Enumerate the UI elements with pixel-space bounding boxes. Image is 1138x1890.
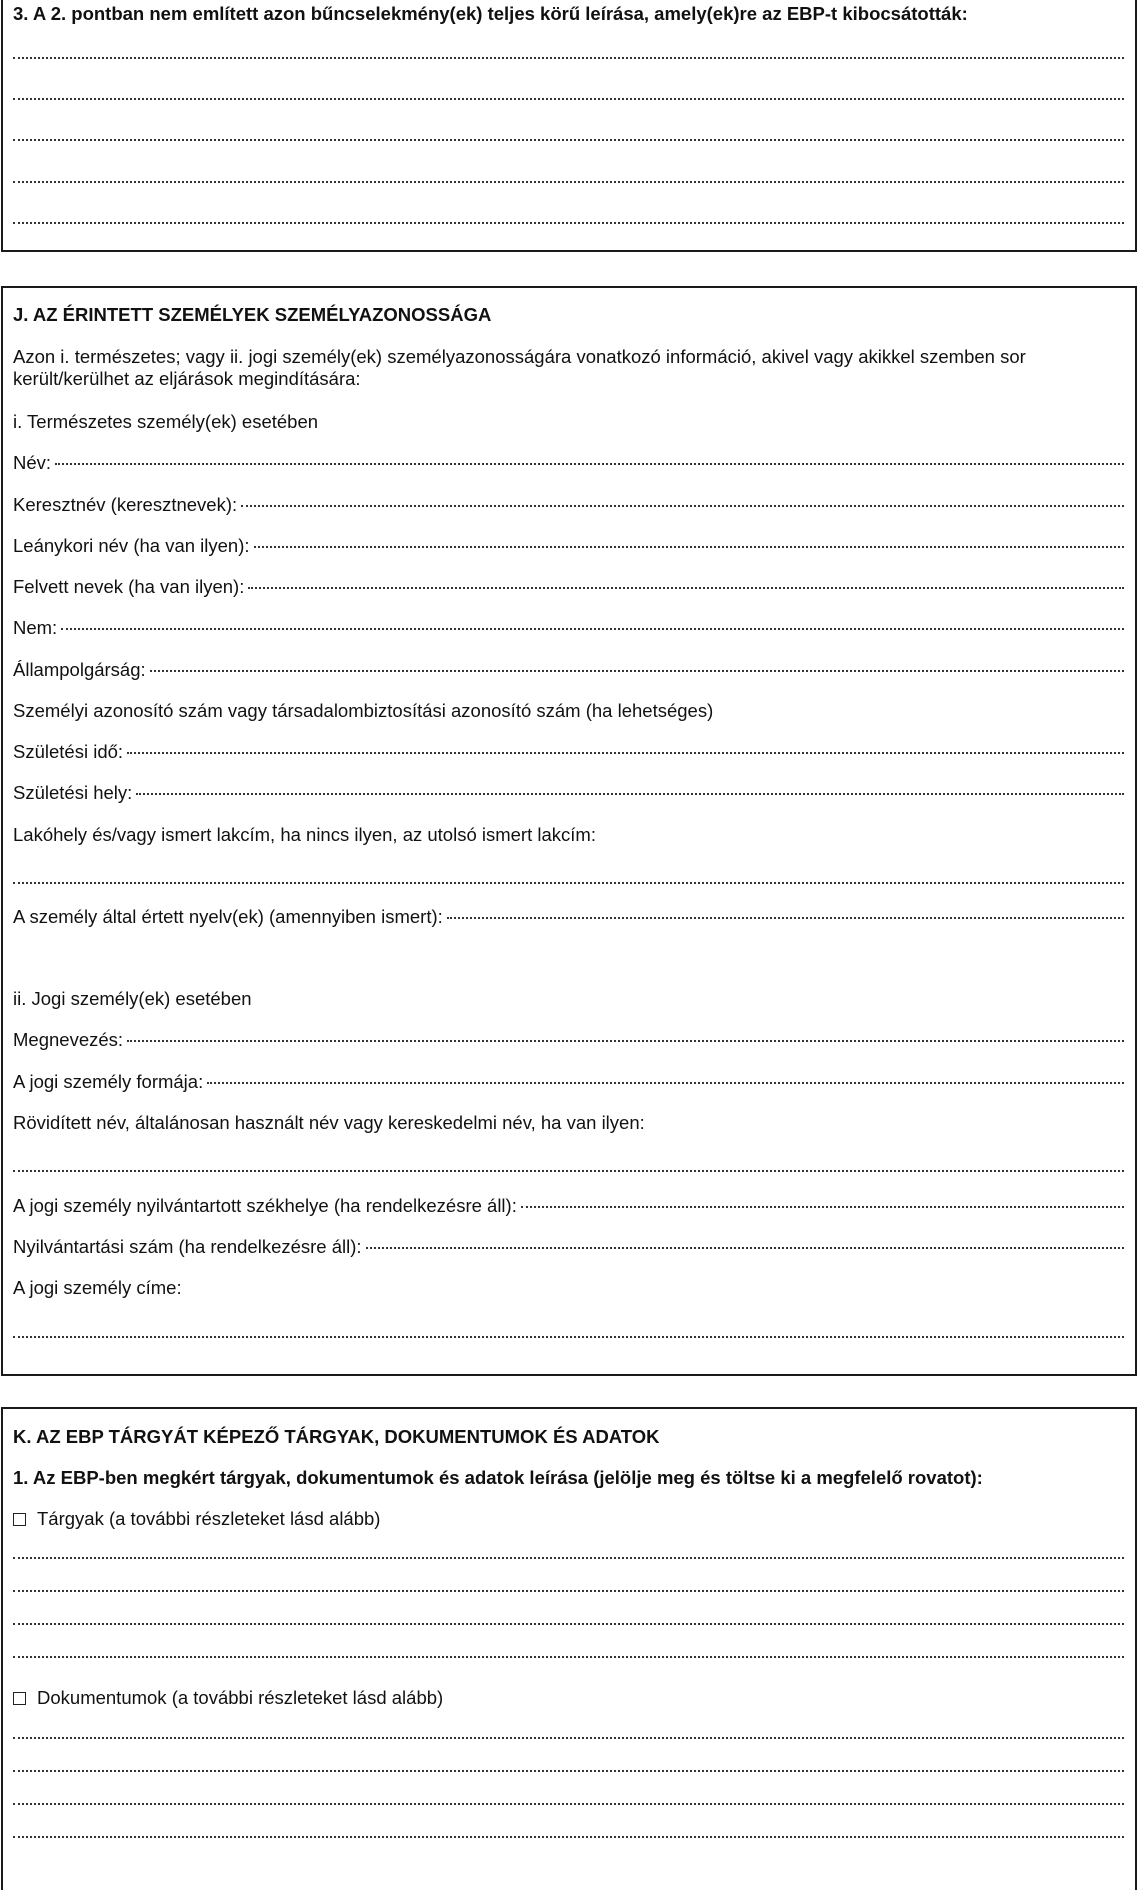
objects-answer-line-4[interactable] <box>13 1656 1124 1658</box>
sex-label: Nem: <box>13 617 58 638</box>
designation-label: Megnevezés: <box>13 1029 124 1050</box>
section-3-box <box>1 0 1137 252</box>
birth-place-field[interactable] <box>13 782 1124 804</box>
objects-answer-line-1[interactable] <box>13 1557 1124 1559</box>
maiden-name-field[interactable] <box>13 535 1124 557</box>
id-number-label: Személyi azonosító szám vagy társadalombiztosítási azonosító szám (ha lehetséges) <box>13 700 714 721</box>
registration-number-field[interactable] <box>13 1236 1124 1258</box>
documents-checkbox[interactable] <box>13 1692 26 1705</box>
legal-address-label: A jogi személy címe: <box>13 1277 182 1298</box>
registration-number-label: Nyilvántartási szám (ha rendelkezésre áll): <box>13 1236 362 1257</box>
residence-answer-line[interactable] <box>13 882 1124 884</box>
section-k-title: K. AZ EBP TÁRGYÁT KÉPEZŐ TÁRGYAK, DOKUMENTUMOK ÉS ADATOK <box>13 1426 660 1447</box>
legal-address-answer-line[interactable] <box>13 1336 1124 1338</box>
nationality-field[interactable] <box>13 659 1124 681</box>
name-field[interactable] <box>13 452 1124 474</box>
section-3-answer-line-5[interactable] <box>13 222 1124 224</box>
documents-label: Dokumentumok (a további részleteket lásd alább) <box>37 1687 444 1708</box>
natural-person-heading: i. Természetes személy(ek) esetében <box>13 411 319 432</box>
residence-label: Lakóhely és/vagy ismert lakcím, ha nincs ilyen, az utolsó ismert lakcím: <box>13 824 596 845</box>
birth-date-field[interactable] <box>13 741 1124 763</box>
language-field[interactable] <box>13 906 1124 928</box>
birth-date-label: Születési idő: <box>13 741 124 762</box>
nationality-label: Állampolgárság: <box>13 659 146 680</box>
designation-field[interactable] <box>13 1029 1124 1051</box>
section-3-answer-line-2[interactable] <box>13 98 1124 100</box>
documents-answer-line-2[interactable] <box>13 1770 1124 1772</box>
legal-person-heading: ii. Jogi személy(ek) esetében <box>13 988 252 1009</box>
documents-answer-line-4[interactable] <box>13 1836 1124 1838</box>
language-label: A személy által értett nyelv(ek) (amennyiben ismert): <box>13 906 443 927</box>
documents-answer-line-3[interactable] <box>13 1803 1124 1805</box>
registered-office-label: A jogi személy nyilvántartott székhelye (ha rendelkezésre áll): <box>13 1195 517 1216</box>
objects-option[interactable] <box>13 1508 1124 1530</box>
objects-answer-line-2[interactable] <box>13 1590 1124 1592</box>
maiden-name-label: Leánykori név (ha van ilyen): <box>13 535 250 556</box>
aliases-field[interactable] <box>13 576 1124 598</box>
section-3-heading: 3. A 2. pontban nem említett azon bűncselekmény(ek) teljes körű leírása, amely(ek)re az EBP-t kibocsátották: <box>13 3 968 24</box>
birth-place-label: Születési hely: <box>13 782 133 803</box>
section-j-intro: Azon i. természetes; vagy ii. jogi személy(ek) személyazonosságára vonatkozó információ, akivel vagy akikkel szemben sor került/kerülhet az eljárások megindítására: <box>13 346 1026 389</box>
documents-answer-line-1[interactable] <box>13 1737 1124 1739</box>
section-3-answer-line-4[interactable] <box>13 181 1124 183</box>
objects-label: Tárgyak (a további részleteket lásd alább) <box>37 1508 381 1529</box>
registered-office-field[interactable] <box>13 1195 1124 1217</box>
aliases-label: Felvett nevek (ha van ilyen): <box>13 576 245 597</box>
legal-form-field[interactable] <box>13 1071 1124 1093</box>
name-label: Név: <box>13 452 52 473</box>
objects-checkbox[interactable] <box>13 1513 26 1526</box>
first-names-field[interactable] <box>13 494 1124 516</box>
section-k-question-1: 1. Az EBP-ben megkért tárgyak, dokumentumok és adatok leírása (jelölje meg és töltse ki a megfelelő rovatot): <box>13 1467 983 1488</box>
documents-option[interactable] <box>13 1687 1124 1709</box>
sex-field[interactable] <box>13 617 1124 639</box>
objects-answer-line-3[interactable] <box>13 1623 1124 1625</box>
first-names-label: Keresztnév (keresztnevek): <box>13 494 238 515</box>
section-j-title: J. AZ ÉRINTETT SZEMÉLYEK SZEMÉLYAZONOSSÁGA <box>13 304 492 325</box>
short-name-label: Rövidített név, általánosan használt név vagy kereskedelmi név, ha van ilyen: <box>13 1112 645 1133</box>
section-3-answer-line-1[interactable] <box>13 57 1124 59</box>
short-name-answer-line[interactable] <box>13 1170 1124 1172</box>
legal-form-label: A jogi személy formája: <box>13 1071 204 1092</box>
section-3-answer-line-3[interactable] <box>13 139 1124 141</box>
